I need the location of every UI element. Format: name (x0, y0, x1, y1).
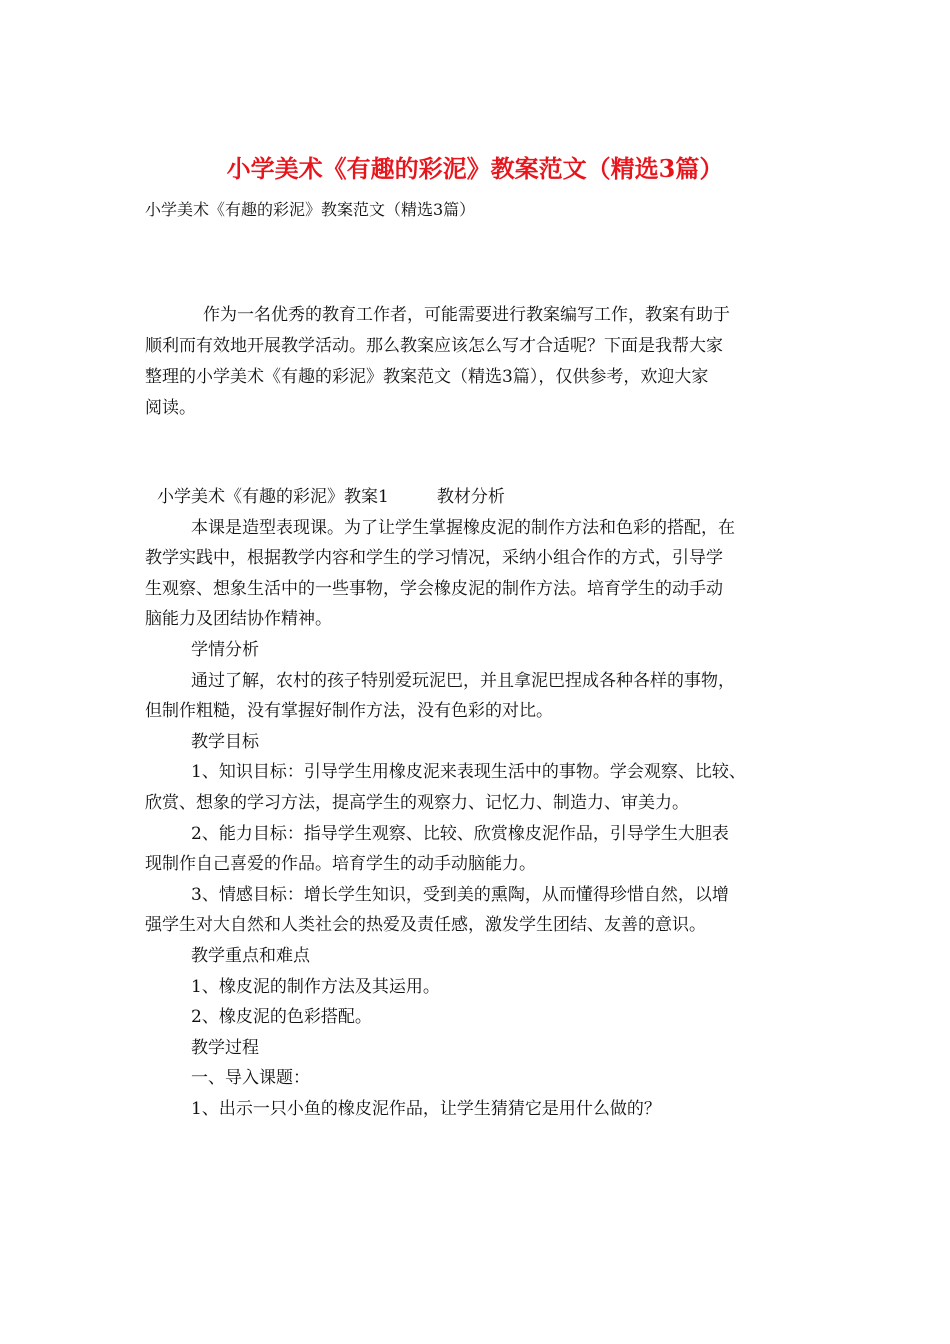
text-line: 1、出示一只小鱼的橡皮泥作品，让学生猜猜它是用什么做的？ (191, 1098, 661, 1119)
intro-line: 顺利而有效地开展教学活动。那么教案应该怎么写才合适呢？下面是我帮大家 (145, 336, 723, 356)
text-line: 教学实践中，根据教学内容和学生的学习情况，采纳小组合作的方式，引导学 (145, 548, 723, 569)
subheading: 教学过程 (191, 1037, 259, 1058)
text-line: 2、能力目标：指导学生观察、比较、欣赏橡皮泥作品，引导学生大胆表 (191, 823, 729, 844)
section-heading (145, 482, 815, 513)
document-subtitle: 小学美术《有趣的彩泥》教案范文（精选3篇） (145, 200, 476, 219)
lesson-body (145, 482, 815, 1124)
intro-line: 整理的小学美术《有趣的彩泥》教案范文（精选3篇），仅供参考，欢迎大家 (145, 367, 709, 387)
text-line: 本课是造型表现课。为了让学生掌握橡皮泥的制作方法和色彩的搭配，在 (191, 517, 735, 538)
text-line: 但制作粗糙，没有掌握好制作方法，没有色彩的对比。 (145, 701, 553, 722)
text-line: 1、橡皮泥的制作方法及其运用。 (191, 976, 440, 997)
section-title: 小学美术《有趣的彩泥》教案1 (157, 487, 389, 507)
subheading: 教学重点和难点 (191, 945, 310, 966)
text-line: 一、导入课题： (191, 1068, 310, 1089)
text-line: 欣赏、想象的学习方法，提高学生的观察力、记忆力、制造力、审美力。 (145, 792, 689, 813)
text-line: 现制作自己喜爱的作品。培育学生的动手动脑能力。 (145, 854, 536, 875)
text-line: 脑能力及团结协作精神。 (145, 609, 332, 630)
text-line: 通过了解，农村的孩子特别爱玩泥巴，并且拿泥巴捏成各种各样的事物， (191, 670, 735, 691)
text-line: 1、知识目标：引导学生用橡皮泥来表现生活中的事物。学会观察、比较、 (191, 762, 746, 783)
text-line: 3、情感目标：增长学生知识，受到美的熏陶，从而懂得珍惜自然，以增 (191, 884, 729, 905)
intro-line: 阅读。 (145, 398, 196, 418)
document-title: 小学美术《有趣的彩泥》教案范文（精选3篇） (226, 154, 724, 183)
section-subtitle: 教材分析 (436, 487, 505, 507)
intro-paragraph (145, 300, 810, 424)
subheading: 教学目标 (191, 731, 259, 752)
text-line: 2、橡皮泥的色彩搭配。 (191, 1007, 372, 1028)
subheading: 学情分析 (191, 639, 259, 660)
intro-line: 作为一名优秀的教育工作者，可能需要进行教案编写工作，教案有助于 (203, 305, 730, 325)
text-line: 生观察、想象生活中的一些事物，学会橡皮泥的制作方法。培育学生的动手动 (145, 578, 723, 599)
text-line: 强学生对大自然和人类社会的热爱及责任感，激发学生团结、友善的意识。 (145, 915, 706, 936)
